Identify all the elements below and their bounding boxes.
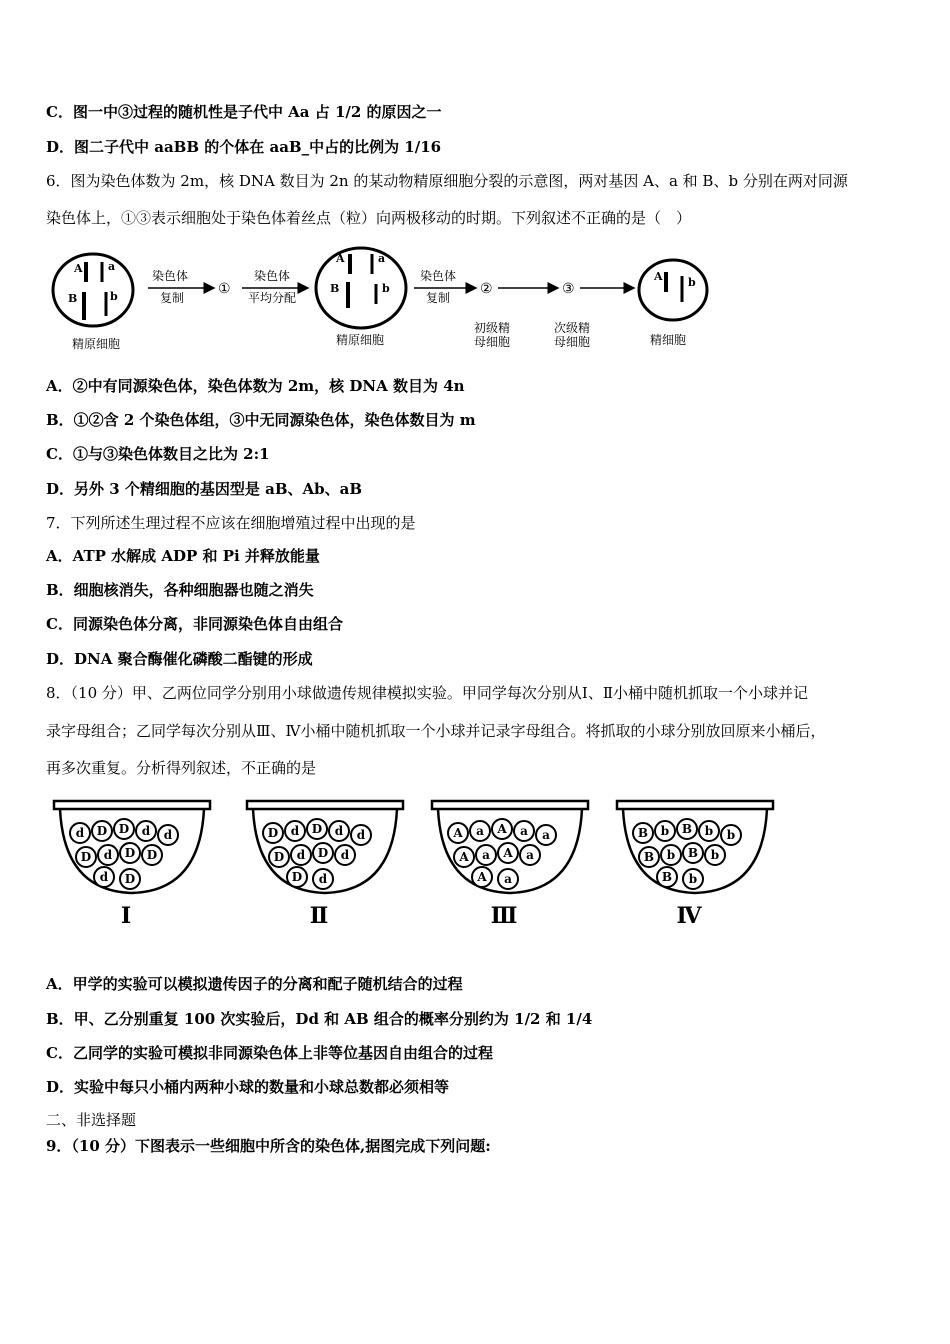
- ball-label: b: [660, 824, 670, 838]
- gene-A: A: [74, 262, 83, 275]
- q6-option-d: D．另外 3 个精细胞的基因型是 aB、Ab、aB: [46, 480, 363, 498]
- ball-label: d: [163, 828, 173, 842]
- q8-option-d: D．实验中每只小桶内两种小球的数量和小球总数都必须相等: [46, 1078, 450, 1096]
- bucket-label: Ⅱ: [309, 903, 329, 929]
- stage-2: ②: [480, 281, 493, 297]
- ball-label: D: [124, 872, 136, 886]
- bucket-rim: [617, 801, 773, 809]
- arrow1-top: 染色体: [152, 269, 189, 283]
- ball-label: B: [687, 846, 699, 860]
- ball-label: d: [103, 848, 113, 862]
- spermatogonium-cell-1: [53, 254, 133, 351]
- arrow3-bottom: 复制: [426, 291, 451, 305]
- ball-label: D: [146, 848, 158, 862]
- ball-label: A: [459, 850, 469, 864]
- ball-label: D: [118, 822, 130, 836]
- ball-label: a: [482, 848, 490, 862]
- ball-label: d: [356, 828, 366, 842]
- ball-label: d: [318, 872, 328, 886]
- q8-bucket-figure: [50, 795, 790, 935]
- ball-label: A: [453, 826, 463, 840]
- ball-label: B: [681, 822, 693, 836]
- ball-label: b: [710, 848, 720, 862]
- ball-label: b: [688, 872, 698, 886]
- gene-b: b: [382, 282, 390, 295]
- arrow2-top: 染色体: [254, 269, 291, 283]
- stage3-label-l1: 次级精: [554, 321, 591, 335]
- ball-label: A: [503, 846, 513, 860]
- bucket-rim: [432, 801, 588, 809]
- ball-label: d: [75, 826, 85, 840]
- gene-A: A: [336, 252, 345, 265]
- ball-label: B: [643, 850, 655, 864]
- gene-A: A: [654, 270, 663, 283]
- sperm-cell: [639, 260, 707, 347]
- ball-label: d: [296, 848, 306, 862]
- stage3-label-l2: 母细胞: [554, 335, 591, 349]
- cell3-label: 精细胞: [650, 333, 687, 347]
- q8-option-b: B．甲、乙分别重复 100 次实验后，Dd 和 AB 组合的概率分别约为 1/2 和 1/4: [46, 1010, 593, 1028]
- ball-label: B: [637, 826, 649, 840]
- q5-option-c: C．图一中③过程的随机性是子代中 Aa 占 1/2 的原因之一: [46, 103, 442, 121]
- q5-option-d: D．图二子代中 aaBB 的个体在 aaB_中占的比例为 1/16: [46, 138, 442, 156]
- ball-label: D: [291, 870, 303, 884]
- bucket-2: [247, 801, 403, 929]
- ball-label: D: [273, 850, 285, 864]
- q9-stem: 9．（10 分）下图表示一些细胞中所含的染色体,据图完成下列问题:: [46, 1137, 491, 1155]
- q8-stem-line2: 录字母组合；乙同学每次分别从Ⅲ、Ⅳ小桶中随机抓取一个小球并记录字母组合。将抓取的小球分别放回原来小桶后，: [46, 722, 826, 740]
- q7-stem: 7．下列所述生理过程不应该在细胞增殖过程中出现的是: [46, 514, 416, 532]
- cell1-label: 精原细胞: [72, 337, 121, 351]
- gene-a: a: [378, 252, 386, 265]
- bucket-rim: [54, 801, 210, 809]
- q6-option-a: A．②中有同源染色体，染色体数为 2m，核 DNA 数目为 4n: [46, 377, 465, 395]
- ball-label: D: [124, 846, 136, 860]
- q6-stem-line2: 染色体上，①③表示细胞处于染色体着丝点（粒）向两极移动的时期。下列叙述不正确的是（ ）: [46, 209, 692, 227]
- ball-label: D: [96, 824, 108, 838]
- bucket-1: [54, 801, 210, 929]
- ball-label: D: [317, 846, 329, 860]
- ball-label: b: [704, 824, 714, 838]
- spermatogonium-cell-2: [316, 248, 406, 347]
- gene-a: a: [108, 260, 116, 273]
- q6-meiosis-diagram: [46, 240, 726, 355]
- stage-1: ①: [218, 281, 231, 297]
- ball-label: A: [497, 822, 507, 836]
- gene-b: b: [688, 276, 696, 289]
- ball-label: a: [504, 872, 512, 886]
- ball-label: d: [290, 824, 300, 838]
- ball-label: d: [340, 848, 350, 862]
- ball-label: a: [476, 824, 484, 838]
- ball-label: b: [666, 848, 676, 862]
- bucket-rim: [247, 801, 403, 809]
- q6-option-b: B．①②含 2 个染色体组，③中无同源染色体，染色体数目为 m: [46, 411, 476, 429]
- ball-label: D: [80, 850, 92, 864]
- ball-label: b: [726, 828, 736, 842]
- q7-option-c: C．同源染色体分离，非同源染色体自由组合: [46, 615, 343, 633]
- arrow2-bottom: 平均分配: [248, 291, 297, 305]
- bucket-3: [432, 801, 588, 929]
- ball-label: d: [99, 870, 109, 884]
- ball-label: D: [267, 826, 279, 840]
- ball-label: A: [477, 870, 487, 884]
- ball-label: D: [311, 822, 323, 836]
- q8-option-c: C．乙同学的实验可模拟非同源染色体上非等位基因自由组合的过程: [46, 1044, 493, 1062]
- q8-option-a: A．甲学的实验可以模拟遗传因子的分离和配子随机结合的过程: [46, 975, 463, 993]
- bucket-label: Ⅰ: [120, 903, 132, 929]
- gene-B: B: [330, 282, 340, 295]
- bucket-4: [617, 801, 773, 929]
- arrow3-top: 染色体: [420, 269, 457, 283]
- section-2-heading: 二、非选择题: [46, 1111, 137, 1129]
- ball-label: d: [334, 824, 344, 838]
- q7-option-d: D．DNA 聚合酶催化磷酸二酯键的形成: [46, 650, 313, 668]
- bucket-label: Ⅳ: [676, 903, 702, 929]
- gene-B: B: [68, 292, 78, 305]
- q7-option-a: A．ATP 水解成 ADP 和 Pi 并释放能量: [46, 547, 320, 565]
- arrow1-bottom: 复制: [160, 291, 185, 305]
- stage-3: ③: [562, 281, 575, 297]
- bucket-label: Ⅲ: [490, 903, 518, 929]
- cell2-label: 精原细胞: [336, 333, 385, 347]
- gene-b: b: [110, 290, 118, 303]
- q7-option-b: B．细胞核消失，各种细胞器也随之消失: [46, 581, 314, 599]
- ball-label: a: [542, 828, 550, 842]
- q6-stem-line1: 6．图为染色体数为 2m，核 DNA 数目为 2n 的某动物精原细胞分裂的示意图，两对基因 A、a 和 B、b 分别在两对同源: [46, 172, 848, 190]
- q8-stem-line3: 再多次重复。分析得列叙述，不正确的是: [46, 759, 317, 777]
- ball-label: a: [526, 848, 534, 862]
- ball-label: B: [661, 870, 673, 884]
- stage2-label-l1: 初级精: [474, 321, 511, 335]
- ball-label: d: [141, 824, 151, 838]
- q8-stem-line1: 8．（10 分）甲、乙两位同学分别用小球做遗传规律模拟实验。甲同学每次分别从Ⅰ、Ⅱ小桶中随机抓取一个小球并记: [46, 684, 809, 702]
- q6-option-c: C．①与③染色体数目之比为 2:1: [46, 445, 270, 463]
- stage2-label-l2: 母细胞: [474, 335, 511, 349]
- ball-label: a: [520, 824, 528, 838]
